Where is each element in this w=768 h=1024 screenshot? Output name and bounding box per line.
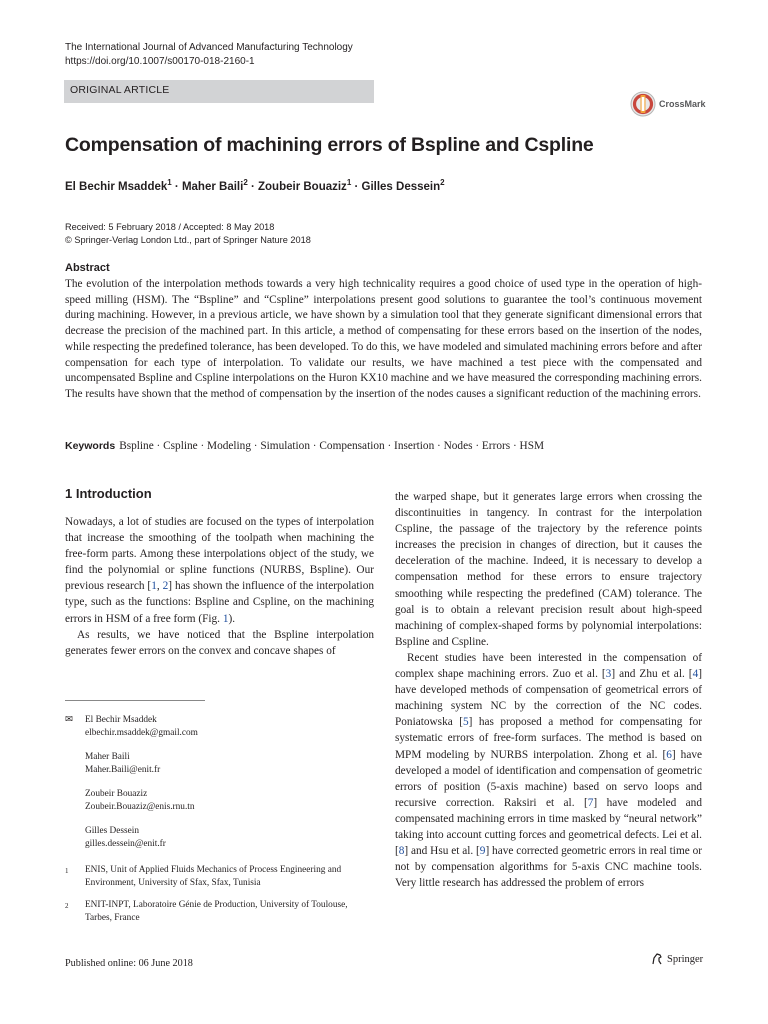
left-column	[65, 486, 374, 659]
copyright-line: © Springer-Verlag London Ltd., part of Springer Nature 2018	[65, 235, 311, 245]
contact-name: El Bechir Msaddek	[85, 715, 157, 725]
springer-label: Springer	[667, 953, 704, 965]
affiliation-entry	[65, 864, 374, 889]
citation-link[interactable]: 5	[462, 716, 469, 729]
abstract-text: The evolution of the interpolation methods towards a very high technicality requires a good choice of used type in the operation of high-speed milling (HSM). The “Bspline” and “Cspline” interpolations present good solutions to guarantee the tool’s continuous movement during machining. However, in a previous article, we have shown by a simulation tool that they generate significant dimensional errors that decrease the precision of the machined part. In this article, a method of compensating for these errors based on the insertion of the nodes, while respecting the predefined tolerance, has been developed. To do this, we have modeled and simulated machining errors before and after compensation for each type of interpolation. To validate our results, we have machined a test piece with the compensated and uncompensated Bspline and Cspline interpolations on the Huron KX10 machine and we have measured the corresponding machining errors. The results have shown that the method of compensation by the insertion of the nodes causes a significant reduction of the machining errors.	[65, 278, 702, 400]
intro-paragraph-1: Nowadays, a lot of studies are focused on the types of interpolation that increase the smoothing of the toolpath when machining the free-form parts. Among these interpolations object of the study, we find the polynomial or spline functions (NURBS, Bspline). Our previous research [1, 2] has shown the influence of the interpolation type, such as the functions: Bspline and Cspline, on the machining errors in HSM of a free form (Fig. 1).	[65, 516, 374, 625]
crossmark-badge[interactable]	[630, 91, 706, 117]
author[interactable]: Zoubeir Bouaziz$^1$	[258, 178, 352, 193]
journal-header	[65, 41, 353, 69]
contact-entry	[65, 714, 374, 739]
contact-entry	[65, 751, 374, 776]
author[interactable]: Maher Baili$^2$	[181, 178, 248, 193]
envelope-icon: ✉	[65, 715, 73, 725]
affiliation-text: ENIS, Unit of Applied Fluids Mechanics of Process Engineering and Environment, University of Sfax, Sfax, Tunisia	[85, 865, 342, 888]
contact-email[interactable]: Zoubeir.Bouaziz@enis.rnu.tn	[85, 801, 195, 812]
doi-link[interactable]: https://doi.org/10.1007/s00170-018-2160-1	[65, 56, 255, 67]
author[interactable]: Gilles Dessein$^2$	[361, 178, 445, 193]
springer-horse-icon	[650, 952, 664, 966]
contact-name: Gilles Dessein	[85, 826, 139, 836]
right-column	[395, 489, 702, 891]
keywords	[65, 440, 544, 452]
contact-email[interactable]: Maher.Baili@enit.fr	[85, 764, 161, 775]
copyright-icon: ©	[65, 235, 75, 245]
paper-title: Compensation of machining errors of Bspline and Cspline	[65, 134, 594, 156]
contact-entry	[65, 788, 374, 813]
author[interactable]: El Bechir Msaddek$^1$	[65, 178, 172, 193]
affiliation-number: 2	[65, 902, 69, 910]
keywords-heading: Keywords	[65, 440, 116, 452]
contact-email[interactable]: elbechir.msaddek@gmail.com	[85, 727, 198, 738]
journal-name: The International Journal of Advanced Manufacturing Technology	[65, 42, 353, 53]
contact-name: Maher Baili	[85, 752, 130, 762]
affiliation-number: 1	[65, 867, 69, 875]
crossmark-label: CrossMark	[659, 99, 706, 109]
citation-link[interactable]: 7	[587, 796, 594, 809]
footnote-divider	[65, 700, 205, 701]
footnotes	[65, 714, 374, 924]
article-dates	[65, 221, 311, 247]
intro-paragraph-4: Recent studies have been interested in the compensation of complex shape machining errors. Zuo et al. [3] and Zhu et al. [4] have developed methods of compensation of geometrical errors of machining system NC by the correction of the NC codes. Poniatowska [5] has proposed a method for compensating for systematic errors of free-form surfaces. The method is based on MPM modeling by NURBS interpolation. Zhong et al. [6] have developed a model of identification and compensation of geometric errors of position (5-axis machine) based on servo loops and recursive correction. Raksiri et al. [7] have modeled and compensated machining errors in time masked by “neural network” taking into account cutting forces and geometrical defects. Lei et al. [8] and Hsu et al. [9] have corrected geometric errors in real time or not by compensation algorithms for 5-axis CNC machine tools. Very little research has addressed the problem of errors	[395, 651, 702, 890]
affiliation-text: ENIT-INPT, Laboratoire Génie de Production, University of Toulouse, Tarbes, France	[85, 900, 348, 923]
citation-link[interactable]: 2	[162, 580, 169, 593]
citation-link[interactable]: 4	[692, 668, 699, 681]
keywords-list: Bspline · Cspline · Modeling · Simulation · Compensation · Insertion · Nodes · Errors · HSM	[119, 440, 545, 452]
contact-email[interactable]: gilles.dessein@enit.fr	[85, 838, 166, 849]
author-list: El Bechir Msaddek$^1$ · Maher Baili$^2$ · Zoubeir Bouaziz$^1$ · Gilles Dessein$^2$	[65, 178, 445, 193]
citation-link[interactable]: 6	[666, 748, 672, 761]
abstract-body	[65, 277, 702, 403]
published-date: Published online: 06 June 2018	[65, 958, 193, 969]
abstract-heading: Abstract	[65, 262, 110, 274]
intro-paragraph-3: the warped shape, but it generates large errors when crossing the discontinuities in tangency. In contrast for the interpolation Cspline, the passage of the trajectory by the reference points increases the precision in changes of direction, but it causes the deceleration of the machine. Indeed, it is necessary to develop a compensation method for these errors to ensure trajectory smoothing while respecting the predefined (CAM) tolerance. The goal is to obtain a relevant precision result about high-speed machining of complex-shaped forms by polynomial interpolations: Bspline and Cspline.	[395, 491, 702, 648]
citation-link[interactable]: 3	[605, 668, 612, 681]
citation-link[interactable]: 1	[222, 612, 229, 625]
intro-paragraph-2: As results, we have noticed that the Bspline interpolation generates fewer errors on the convex and concave shapes of	[65, 628, 374, 657]
section-heading: 1 Introduction	[65, 486, 152, 501]
crossmark-icon	[630, 91, 656, 117]
springer-logo[interactable]	[650, 952, 703, 966]
contact-name: Zoubeir Bouaziz	[85, 789, 148, 799]
affiliation-entry	[65, 899, 374, 924]
citation-link[interactable]: 8	[398, 845, 405, 858]
received-accepted: Received: 5 February 2018 / Accepted: 8 May 2018	[65, 222, 275, 232]
citation-link[interactable]: 1	[151, 580, 157, 593]
citation-link[interactable]: 9	[479, 845, 486, 858]
article-type-banner: ORIGINAL ARTICLE	[64, 80, 374, 103]
contact-entry	[65, 825, 374, 850]
